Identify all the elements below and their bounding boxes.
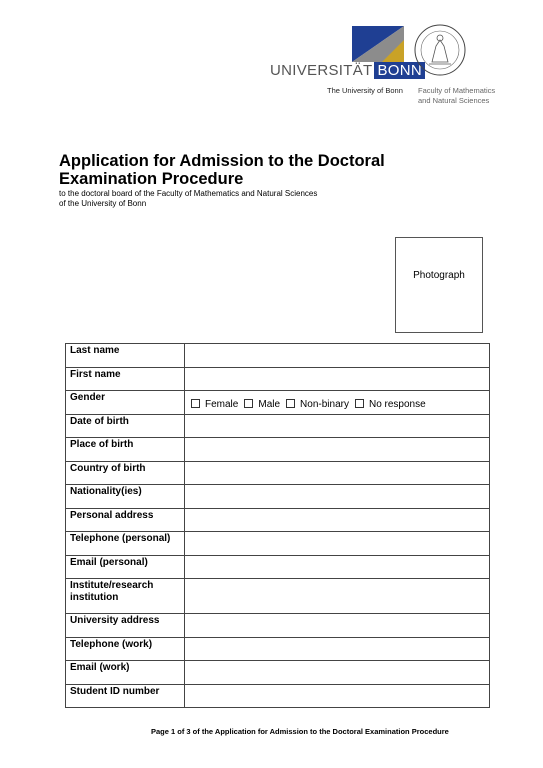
gender-option-label: No response <box>368 399 426 410</box>
gender-option-label: Male <box>258 399 281 410</box>
form-field-input[interactable] <box>185 414 490 438</box>
form-row-label: Country of birth <box>66 461 185 485</box>
form-row <box>66 614 490 638</box>
form-field-input[interactable] <box>185 461 490 485</box>
form-field-input[interactable] <box>185 661 490 685</box>
subtitle-line-2: of the University of Bonn <box>59 198 147 208</box>
form-field-input[interactable] <box>185 555 490 579</box>
faculty-line-2: and Natural Sciences <box>418 96 490 105</box>
gender-options <box>185 391 490 415</box>
form-row-label: Place of birth <box>66 438 185 462</box>
form-field-input[interactable] <box>185 579 490 614</box>
form-row-label: Nationality(ies) <box>66 485 185 509</box>
photo-label: Photograph <box>413 270 465 281</box>
photo-box[interactable] <box>395 237 483 333</box>
form-row <box>66 532 490 556</box>
faculty-line-1: Faculty of Mathematics <box>418 86 496 95</box>
logo-word-bonn: BONN <box>374 62 425 79</box>
gender-checkbox[interactable] <box>244 399 253 408</box>
form-row <box>66 461 490 485</box>
form-row <box>66 344 490 368</box>
gender-option-label: Non-binary <box>300 399 349 410</box>
university-logo <box>270 26 423 79</box>
form-row <box>66 661 490 685</box>
form-row <box>66 367 490 391</box>
form-row-label: Gender <box>66 391 185 415</box>
form-field-input[interactable] <box>185 532 490 556</box>
form-row <box>66 555 490 579</box>
logo-mark-icon <box>352 26 404 62</box>
form-row-label: Last name <box>66 344 185 368</box>
form-row-label: Email (work) <box>66 661 185 685</box>
form-row-label: Email (personal) <box>66 555 185 579</box>
form-row-label: Institute/research institution <box>66 579 185 614</box>
form-row <box>66 508 490 532</box>
form-row <box>66 438 490 462</box>
form-row-label: Telephone (personal) <box>66 532 185 556</box>
form-field-input[interactable] <box>185 637 490 661</box>
form-row <box>66 485 490 509</box>
page-subtitle <box>59 189 379 208</box>
form-field-input[interactable] <box>185 485 490 509</box>
form-row-label: Date of birth <box>66 414 185 438</box>
form-field-input[interactable] <box>185 508 490 532</box>
form-field-input[interactable] <box>185 614 490 638</box>
form-row-label: Telephone (work) <box>66 637 185 661</box>
form-row-label: First name <box>66 367 185 391</box>
gender-checkbox[interactable] <box>355 399 364 408</box>
form-row-label: Student ID number <box>66 684 185 708</box>
subtitle-line-1: to the doctoral board of the Faculty of Mathematics and Natural Sciences <box>59 189 318 198</box>
form-row-label: University address <box>66 614 185 638</box>
applicant-form-table <box>65 343 490 708</box>
form-field-input[interactable] <box>185 438 490 462</box>
form-row <box>66 637 490 661</box>
faculty-name <box>418 86 518 106</box>
logo-word-universitaet: UNIVERSITÄT <box>270 62 373 79</box>
form-row <box>66 684 490 708</box>
form-field-input[interactable] <box>185 684 490 708</box>
form-row <box>66 414 490 438</box>
logo-wordmark <box>270 62 425 79</box>
faculty-seal-icon <box>414 24 466 76</box>
form-field-input[interactable] <box>185 367 490 391</box>
form-row-label: Personal address <box>66 508 185 532</box>
form-field-input[interactable] <box>185 344 490 368</box>
form-row <box>66 579 490 614</box>
form-row <box>66 391 490 415</box>
university-name: The University of Bonn <box>327 86 403 95</box>
page-title: Application for Admission to the Doctoral Examination Procedure <box>59 152 385 188</box>
gender-checkbox[interactable] <box>191 399 200 408</box>
gender-checkbox[interactable] <box>286 399 295 408</box>
gender-option-label: Female <box>205 399 239 410</box>
page-footer: Page 1 of 3 of the Application for Admission to the Doctoral Examination Procedure <box>151 727 449 736</box>
